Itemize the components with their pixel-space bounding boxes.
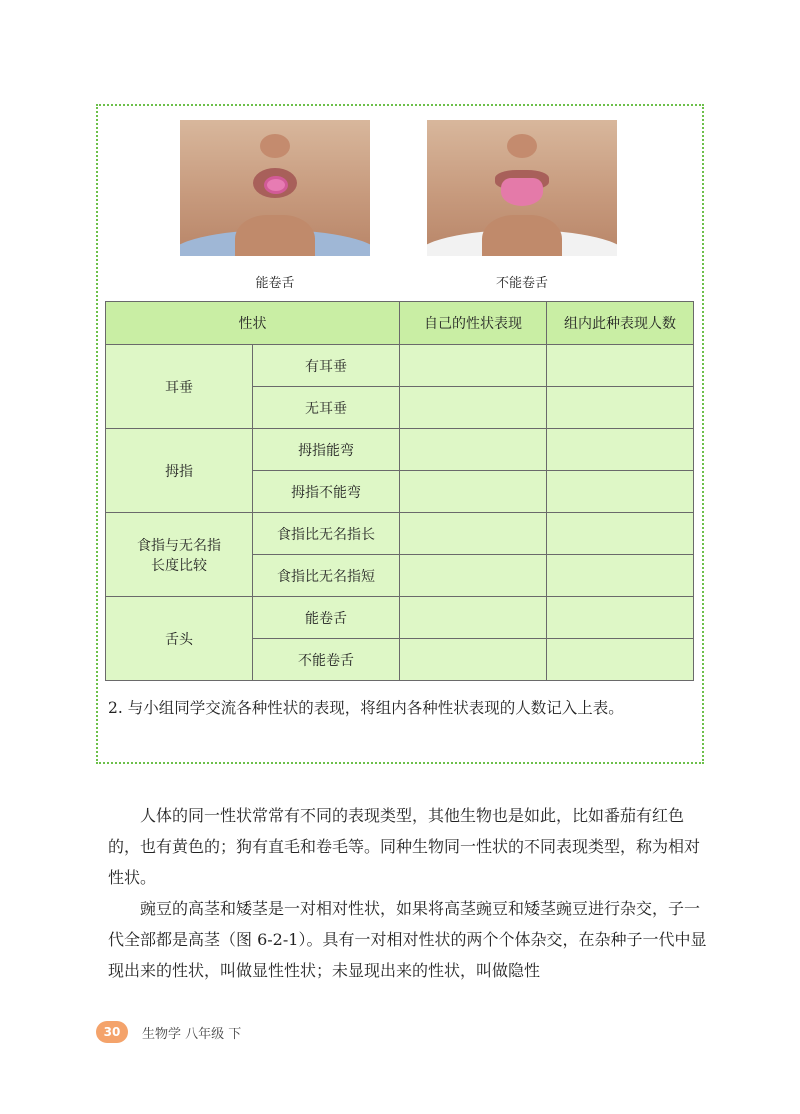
header-count: 组内此种表现人数 bbox=[547, 302, 694, 345]
header-trait: 性状 bbox=[106, 302, 400, 345]
header-own: 自己的性状表现 bbox=[400, 302, 547, 345]
page-footer bbox=[96, 1020, 241, 1044]
option-cell: 拇指不能弯 bbox=[253, 471, 400, 513]
own-cell[interactable] bbox=[400, 471, 547, 513]
activity-note: 2. 与小组同学交流各种性状的表现，将组内各种性状表现的人数记入上表。 bbox=[108, 699, 624, 717]
trait-line1: 食指与无名指 bbox=[137, 537, 221, 554]
own-cell[interactable] bbox=[400, 555, 547, 597]
count-cell[interactable] bbox=[547, 387, 694, 429]
own-cell[interactable] bbox=[400, 513, 547, 555]
option-cell: 有耳垂 bbox=[253, 345, 400, 387]
body-text bbox=[108, 800, 708, 986]
photo-cannot-roll-tongue bbox=[427, 120, 617, 256]
count-cell[interactable] bbox=[547, 471, 694, 513]
option-cell: 能卷舌 bbox=[253, 597, 400, 639]
caption-cannot-roll: 不能卷舌 bbox=[495, 276, 548, 291]
photo-can-roll-tongue bbox=[180, 120, 370, 256]
table-row bbox=[106, 513, 694, 555]
own-cell[interactable] bbox=[400, 429, 547, 471]
own-cell[interactable] bbox=[400, 597, 547, 639]
paragraph: 豌豆的高茎和矮茎是一对相对性状，如果将高茎豌豆和矮茎豌豆进行杂交，子一代全部都是高茎（图 6-2-1）。具有一对相对性状的两个个体杂交，在杂种子一代中显现出来的性状，叫做显性性状；未显现出来的性状，叫做隐性 bbox=[108, 899, 707, 980]
count-cell[interactable] bbox=[547, 345, 694, 387]
table-header-row bbox=[106, 302, 694, 345]
option-cell: 食指比无名指短 bbox=[253, 555, 400, 597]
own-cell[interactable] bbox=[400, 639, 547, 681]
count-cell[interactable] bbox=[547, 597, 694, 639]
paragraph: 人体的同一性状常常有不同的表现类型，其他生物也是如此，比如番茄有红色的，也有黄色的；狗有直毛和卷毛等。同种生物同一性状的不同表现类型，称为相对性状。 bbox=[108, 806, 701, 887]
traits-table bbox=[105, 301, 694, 681]
trait-finger-length bbox=[106, 513, 253, 597]
table-row bbox=[106, 345, 694, 387]
book-title: 生物学 八年级 下 bbox=[142, 1026, 242, 1042]
count-cell[interactable] bbox=[547, 429, 694, 471]
trait-earlobe: 耳垂 bbox=[106, 345, 253, 429]
table-row bbox=[106, 597, 694, 639]
own-cell[interactable] bbox=[400, 345, 547, 387]
count-cell[interactable] bbox=[547, 513, 694, 555]
trait-thumb: 拇指 bbox=[106, 429, 253, 513]
count-cell[interactable] bbox=[547, 639, 694, 681]
trait-tongue: 舌头 bbox=[106, 597, 253, 681]
table-row bbox=[106, 429, 694, 471]
trait-line2: 长度比较 bbox=[151, 557, 207, 574]
option-cell: 拇指能弯 bbox=[253, 429, 400, 471]
own-cell[interactable] bbox=[400, 387, 547, 429]
option-cell: 不能卷舌 bbox=[253, 639, 400, 681]
option-cell: 食指比无名指长 bbox=[253, 513, 400, 555]
page-number: 30 bbox=[96, 1021, 128, 1043]
caption-can-roll: 能卷舌 bbox=[255, 276, 295, 291]
option-cell: 无耳垂 bbox=[253, 387, 400, 429]
count-cell[interactable] bbox=[547, 555, 694, 597]
